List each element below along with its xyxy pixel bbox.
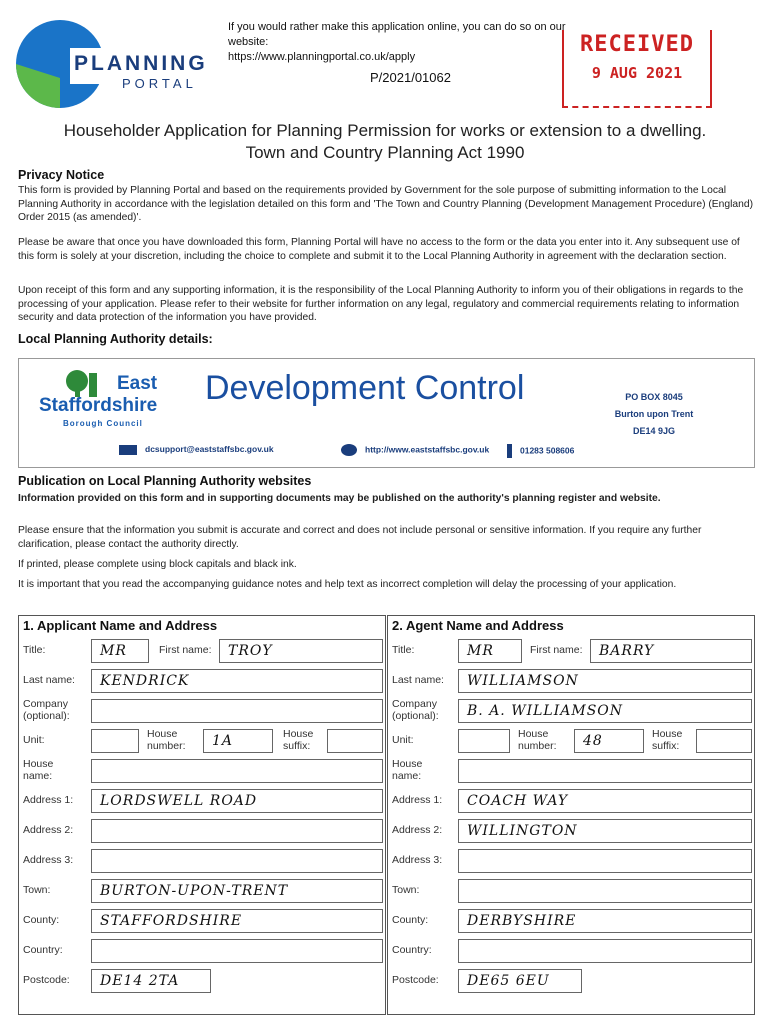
agent-address1-field[interactable] — [458, 789, 752, 813]
publication-paragraph-2: If printed, please complete using block capitals and black ink. — [18, 559, 297, 570]
applicant-country-row — [19, 936, 385, 966]
tree-icon — [63, 369, 113, 397]
house-name-label-2: name: — [392, 770, 422, 782]
privacy-paragraph-3: Upon receipt of this form and any supporting information, it is the responsibility of the Local Planning Authority to inform you of their obligations in regards to the processing of your application. Please refer to their website for further information on any legal, regulatory and commercial requirements relating to information security and data protection of the information you have provided. — [18, 285, 744, 323]
company-label — [392, 698, 439, 722]
agent-county-row — [388, 906, 754, 936]
agent-unit-row — [388, 726, 754, 756]
address2-label: Address 2: — [392, 824, 443, 836]
applicant-town-value: BURTON-UPON-TRENT — [100, 883, 289, 899]
last-name-label: Last name: — [392, 674, 444, 686]
publication-paragraph-1: Please ensure that the information you submit is accurate and correct and does not include personal or sensitive information. If you require any further clarification, please contact the authority directly. — [18, 525, 702, 550]
agent-postcode-value: DE65 6EU — [467, 973, 550, 989]
unit-label: Unit: — [23, 734, 45, 746]
po-line3: DE14 9JG — [632, 426, 676, 436]
house-name-label-1: House — [23, 758, 54, 770]
title-line1: Householder Application for Planning Permission for works or extension to a dwelling. — [63, 121, 707, 140]
applicant-address1-row — [19, 786, 385, 816]
agent-house-name-field[interactable] — [458, 759, 752, 783]
website-text: http://www.eaststaffsbc.gov.uk — [365, 444, 490, 455]
house-number-label-2: number: — [147, 740, 186, 752]
applicant-address2-field[interactable] — [91, 819, 383, 843]
house-name-label-1: House — [392, 758, 423, 770]
applicant-unit-row — [19, 726, 385, 756]
contact-email[interactable] — [119, 444, 274, 455]
applicant-title-field[interactable] — [91, 639, 149, 663]
county-label: County: — [392, 914, 429, 926]
applicant-first-name-value: TROY — [228, 643, 273, 659]
agent-address3-row — [388, 846, 754, 876]
applicant-heading: 1. Applicant Name and Address — [23, 618, 218, 633]
online-note — [228, 20, 568, 65]
applicant-company-field[interactable] — [91, 699, 383, 723]
logo-line2: PORTAL — [122, 76, 197, 91]
agent-address1-row — [388, 786, 754, 816]
applicant-first-name-field[interactable] — [219, 639, 383, 663]
phone-icon — [507, 444, 512, 458]
unit-label: Unit: — [392, 734, 414, 746]
agent-first-name-field[interactable] — [590, 639, 752, 663]
lpa-details — [18, 358, 755, 468]
house-suffix-label-2: suffix: — [652, 740, 680, 752]
address1-label: Address 1: — [23, 794, 74, 806]
town-label: Town: — [23, 884, 51, 896]
contact-phone[interactable] — [507, 444, 574, 458]
house-name-label — [23, 758, 53, 782]
applicant-house-suffix-field[interactable] — [327, 729, 383, 753]
agent-heading: 2. Agent Name and Address — [392, 618, 564, 633]
agent-last-name-field[interactable] — [458, 669, 752, 693]
council-name-bc: Borough Council — [63, 419, 143, 428]
agent-town-row — [388, 876, 754, 906]
po-line1: PO BOX 8045 — [625, 392, 683, 402]
agent-company-value: B. A. WILLIAMSON — [467, 703, 624, 719]
agent-title-value: MR — [467, 643, 494, 659]
applicant-town-row — [19, 876, 385, 906]
address2-label: Address 2: — [23, 824, 74, 836]
applicant-country-field[interactable] — [91, 939, 383, 963]
agent-section — [387, 615, 755, 1015]
agent-address3-field[interactable] — [458, 849, 752, 873]
house-number-label — [147, 728, 186, 752]
applicant-address3-row — [19, 846, 385, 876]
applicant-postcode-value: DE14 2TA — [100, 973, 180, 989]
logo-line1: PLANNING — [74, 52, 208, 75]
council-name-east: East — [117, 373, 158, 394]
publication-heading: Publication on Local Planning Authority websites — [18, 474, 312, 488]
house-name-label — [392, 758, 422, 782]
agent-address2-field[interactable] — [458, 819, 752, 843]
title-label: Title: — [392, 644, 415, 656]
applicant-house-number-value: 1A — [212, 733, 234, 749]
po-line2: Burton upon Trent — [614, 409, 694, 419]
title-line2: Town and Country Planning Act 1990 — [245, 143, 525, 162]
agent-country-field[interactable] — [458, 939, 752, 963]
first-name-label: First name: — [159, 644, 212, 656]
applicant-county-row — [19, 906, 385, 936]
postcode-label: Postcode: — [392, 974, 439, 986]
stamp-date: 9 AUG 2021 — [591, 64, 683, 82]
agent-name-row — [388, 636, 754, 666]
agent-address2-value: WILLINGTON — [467, 823, 578, 839]
email-icon — [119, 445, 137, 455]
globe-icon — [341, 444, 357, 456]
house-suffix-label — [283, 728, 313, 752]
applicant-postcode-row — [19, 966, 385, 996]
last-name-label: Last name: — [23, 674, 75, 686]
agent-first-name-value: BARRY — [599, 643, 655, 659]
address1-label: Address 1: — [392, 794, 443, 806]
agent-house-name-row — [388, 756, 754, 786]
town-label: Town: — [392, 884, 420, 896]
applicant-county-field[interactable] — [91, 909, 383, 933]
online-note-text: If you would rather make this application online, you can do so on our website: — [228, 21, 566, 48]
stamp-title: RECEIVED — [580, 32, 694, 57]
agent-county-value: DERBYSHIRE — [467, 913, 577, 929]
applicant-house-number-field[interactable] — [203, 729, 273, 753]
agent-unit-field[interactable] — [458, 729, 510, 753]
agent-lastname-row — [388, 666, 754, 696]
agent-town-field[interactable] — [458, 879, 752, 903]
applicant-company-row — [19, 696, 385, 726]
applicant-name-row — [19, 636, 385, 666]
applicant-house-name-field[interactable] — [91, 759, 383, 783]
agent-house-number-value: 48 — [583, 733, 603, 749]
address3-label: Address 3: — [392, 854, 443, 866]
received-stamp — [562, 30, 712, 108]
email-text: dcsupport@eaststaffsbc.gov.uk — [145, 444, 274, 454]
house-number-label-1: House — [147, 728, 178, 740]
applicant-unit-field[interactable] — [91, 729, 139, 753]
privacy-paragraph-1: This form is provided by Planning Portal and based on the requirements provided by Government for the sole purpose of submitting information to the Local Planning Authority in accordance with the legislation detailed on this form and 'The Town and Country Planning (Development Management Procedure) (England) Order 2015 (as amended)'. — [18, 185, 754, 223]
po-box-address — [599, 389, 709, 440]
postcode-label: Postcode: — [23, 974, 70, 986]
title-label: Title: — [23, 644, 46, 656]
company-label-2: (optional): — [392, 710, 439, 722]
company-label-2: (optional): — [23, 710, 70, 722]
agent-last-name-value: WILLIAMSON — [467, 673, 579, 689]
reference-number: P/2021/01062 — [370, 70, 451, 85]
applicant-address3-field[interactable] — [91, 849, 383, 873]
house-suffix-label-2: suffix: — [283, 740, 311, 752]
applicant-section — [18, 615, 386, 1015]
company-label-1: Company — [392, 698, 437, 710]
country-label: Country: — [392, 944, 432, 956]
lpa-heading: Local Planning Authority details: — [18, 332, 213, 346]
house-number-label-2: number: — [518, 740, 557, 752]
agent-postcode-field[interactable] — [458, 969, 582, 993]
agent-address2-row — [388, 816, 754, 846]
applicant-address1-value: LORDSWELL ROAD — [100, 793, 258, 809]
applicant-lastname-row — [19, 666, 385, 696]
first-name-label: First name: — [530, 644, 583, 656]
applicant-title-value: MR — [100, 643, 127, 659]
privacy-paragraph-2: Please be aware that once you have downloaded this form, Planning Portal will have no access to the form or the data you enter into it. Any subsequent use of this form is solely at your discretion, including the choice to complete and submit it to the Local Planning Authority in agreement with the declaration section. — [18, 237, 740, 262]
publication-bold: Information provided on this form and in supporting documents may be published on the authority's planning register and website. — [18, 493, 661, 504]
council-name-staffordshire: Staffordshire — [39, 395, 158, 416]
contact-website[interactable] — [341, 444, 489, 456]
phone-text: 01283 508606 — [520, 445, 575, 456]
house-number-label-1: House — [518, 728, 549, 740]
department-name: Development Control — [205, 369, 525, 407]
agent-country-row — [388, 936, 754, 966]
company-label-1: Company — [23, 698, 68, 710]
applicant-postcode-field[interactable] — [91, 969, 211, 993]
applicant-town-field[interactable] — [91, 879, 383, 903]
country-label: Country: — [23, 944, 63, 956]
applicant-address1-field[interactable] — [91, 789, 383, 813]
applicant-house-name-row — [19, 756, 385, 786]
agent-address1-value: COACH WAY — [467, 793, 569, 809]
house-suffix-label — [652, 728, 682, 752]
online-note-url[interactable]: https://www.planningportal.co.uk/apply — [228, 51, 416, 63]
agent-house-number-field[interactable] — [574, 729, 644, 753]
page-title — [0, 120, 770, 164]
house-suffix-label-1: House — [283, 728, 314, 740]
address3-label: Address 3: — [23, 854, 74, 866]
agent-postcode-row — [388, 966, 754, 996]
agent-house-suffix-field[interactable] — [696, 729, 752, 753]
privacy-heading: Privacy Notice — [18, 168, 105, 182]
agent-county-field[interactable] — [458, 909, 752, 933]
applicant-last-name-field[interactable] — [91, 669, 383, 693]
agent-title-field[interactable] — [458, 639, 522, 663]
house-suffix-label-1: House — [652, 728, 683, 740]
applicant-last-name-value: KENDRICK — [100, 673, 190, 689]
page-header — [0, 0, 770, 110]
house-name-label-2: name: — [23, 770, 53, 782]
agent-company-row — [388, 696, 754, 726]
applicant-address2-row — [19, 816, 385, 846]
county-label: County: — [23, 914, 60, 926]
applicant-county-value: STAFFORDSHIRE — [100, 913, 243, 929]
publication-paragraph-3: It is important that you read the accompanying guidance notes and help text as incorrect completion will delay the processing of your application. — [18, 579, 677, 590]
company-label — [23, 698, 70, 722]
house-number-label — [518, 728, 557, 752]
agent-company-field[interactable] — [458, 699, 752, 723]
